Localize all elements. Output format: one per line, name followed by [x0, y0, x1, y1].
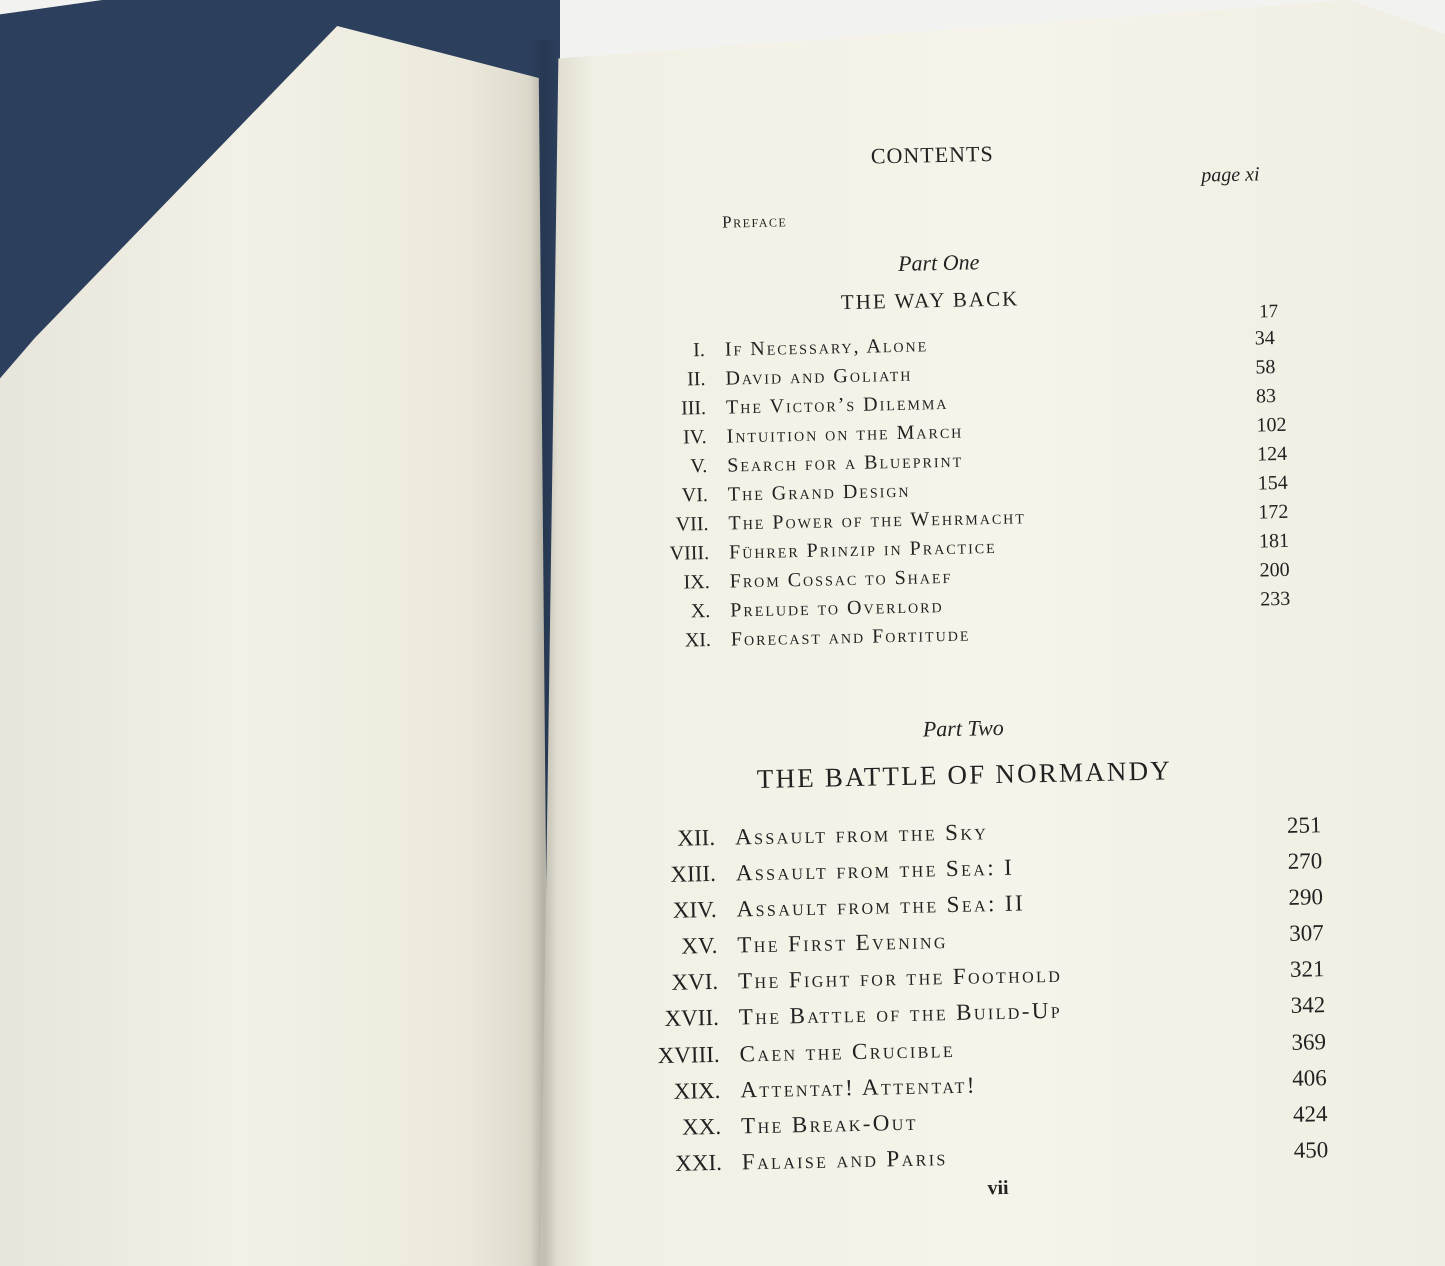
chapter-title: Search for a Blueprint [727, 449, 964, 477]
part-two-title: THE BATTLE OF NORMANDY [756, 755, 1173, 795]
chapter-number: XI. [684, 628, 712, 652]
chapter-title: If Necessary, Alone [724, 334, 929, 361]
chapter-title: Prelude to Overlord [730, 595, 944, 622]
contents-title: CONTENTS [870, 140, 994, 169]
chapter-title: The Fight for the Foothold [737, 961, 1063, 994]
chapter-title: Führer Prinzip in Practice [728, 535, 997, 564]
gutter-shadow [530, 40, 558, 1266]
chapter-title: The Battle of the Build-Up [738, 997, 1063, 1030]
chapter-page: 342 [1290, 992, 1326, 1018]
chapter-title: Intuition on the March [726, 420, 964, 448]
chapter-page: 124 [1256, 442, 1288, 466]
chapter-number: V. [690, 454, 708, 478]
chapter-number: VI. [681, 483, 709, 507]
contents-page [560, 102, 1443, 1240]
chapter-number: XVIII. [657, 1041, 720, 1069]
chapter-page: 58 [1255, 356, 1276, 379]
chapter-number: VIII. [669, 541, 710, 565]
chapter-title: The Grand Design [727, 479, 911, 506]
chapter-number: VII. [675, 512, 709, 536]
preface-entry: Preface [721, 211, 788, 232]
chapter-title: The Break-Out [740, 1109, 919, 1139]
page-folio: vii [987, 1176, 1009, 1200]
part-two-label: Part Two [922, 714, 1004, 742]
chapter-title: David and Goliath [725, 363, 913, 390]
chapter-title: From Cossac to Shaef [729, 565, 953, 593]
chapter-title: Attentat! Attentat! [740, 1072, 978, 1103]
chapter-number: I. [692, 339, 706, 362]
part-one-title: THE WAY BACK [840, 286, 1020, 315]
chapter-number: IX. [683, 570, 710, 594]
chapter-page: 406 [1291, 1065, 1327, 1091]
chapter-page: 321 [1289, 956, 1325, 982]
chapter-number: III. [680, 397, 707, 420]
chapter-page: 270 [1287, 848, 1323, 874]
chapter-title: Caen the Crucible [739, 1036, 956, 1067]
chapter-page: 369 [1291, 1029, 1327, 1055]
chapter-number: XIII. [670, 860, 717, 887]
chapter-page: 172 [1258, 500, 1289, 524]
chapter-page: 34 [1254, 327, 1275, 350]
chapter-number: II. [686, 368, 706, 391]
chapter-number: XVII. [664, 1004, 720, 1032]
chapter-title: Assault from the Sea: I [735, 854, 1015, 886]
chapter-number: XIX. [673, 1077, 721, 1104]
chapter-number: IV. [682, 426, 707, 449]
chapter-title: Assault from the Sky [734, 819, 989, 850]
part-one-first-page: 17 [1258, 301, 1279, 323]
chapter-title: Falaise and Paris [741, 1145, 948, 1175]
chapter-number: X. [690, 599, 711, 623]
chapter-number: XVI. [671, 968, 719, 995]
page-column-head: page xi [1201, 163, 1260, 187]
chapter-page: 251 [1286, 812, 1322, 838]
chapter-number: XIV. [672, 896, 717, 923]
chapter-number: XII. [677, 824, 716, 851]
chapter-page: 83 [1255, 385, 1277, 408]
chapter-page: 200 [1259, 558, 1290, 582]
chapter-number: XV. [681, 932, 718, 959]
chapter-page: 181 [1258, 529, 1290, 553]
chapter-page: 102 [1256, 413, 1287, 437]
chapter-title: The Power of the Wehrmacht [728, 506, 1027, 535]
chapter-title: Forecast and Fortitude [730, 623, 971, 651]
chapter-page: 154 [1257, 471, 1288, 495]
chapter-page: 450 [1293, 1137, 1329, 1163]
chapter-title: The Victor’s Dilemma [725, 391, 949, 419]
chapter-page: 424 [1292, 1101, 1328, 1127]
part-one-label: Part One [897, 249, 980, 276]
chapter-page: 233 [1259, 587, 1291, 611]
chapter-page: 307 [1288, 920, 1324, 946]
chapter-title: The First Evening [737, 928, 949, 958]
chapter-number: XX. [681, 1113, 722, 1140]
chapter-title: Assault from the Sea: II [736, 890, 1026, 922]
chapter-page: 290 [1288, 884, 1324, 910]
chapter-number: XXI. [674, 1149, 723, 1176]
